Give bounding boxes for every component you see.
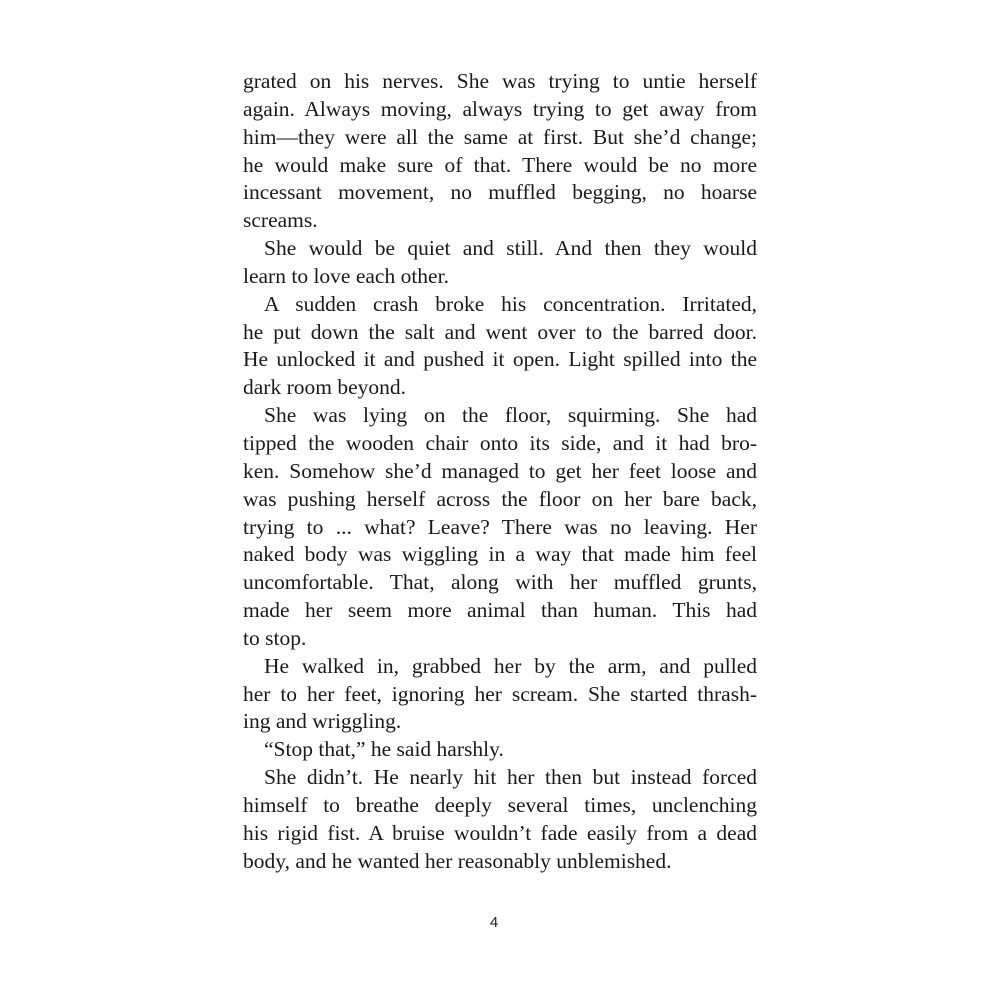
text-line: uncomfortable. That, along with her muffled grunts,	[243, 570, 757, 595]
text-line: screams.	[243, 208, 318, 233]
text-line: was pushing herself across the floor on her bare back,	[243, 486, 757, 511]
text-line: trying to ... what? Leave? There was no leaving. Her	[243, 514, 757, 539]
text-line: ken. Somehow she’d managed to get her feet loose and	[243, 458, 757, 483]
text-line: She would be quiet and still. And then they would	[264, 236, 757, 261]
text-line: he would make sure of that. There would be no more	[243, 152, 757, 177]
text-line: her to her feet, ignoring her scream. She started thrash-	[243, 681, 757, 706]
text-line: again. Always moving, always trying to get away from	[243, 96, 757, 121]
text-line: He walked in, grabbed her by the arm, and pulled	[264, 653, 757, 678]
text-line: body, and he wanted her reasonably unblemished.	[243, 848, 672, 873]
text-line: himself to breathe deeply several times, unclenching	[243, 792, 757, 817]
text-line: his rigid fist. A bruise wouldn’t fade easily from a dead	[243, 820, 757, 845]
text-line: him—they were all the same at first. But she’d change;	[243, 124, 757, 149]
text-line: ing and wriggling.	[243, 709, 402, 734]
text-line: He unlocked it and pushed it open. Light spilled into the	[243, 347, 757, 372]
text-line: tipped the wooden chair onto its side, and it had bro-	[243, 430, 757, 455]
text-line: “Stop that,” he said harshly.	[264, 737, 504, 762]
text-line: She was lying on the floor, squirming. She had	[264, 403, 757, 428]
text-line: naked body was wiggling in a way that made him feel	[243, 542, 757, 567]
text-line: grated on his nerves. She was trying to untie herself	[243, 69, 757, 93]
body-text	[243, 68, 757, 875]
text-line: incessant movement, no muffled begging, no hoarse	[243, 180, 757, 205]
text-line: learn to love each other.	[243, 263, 449, 288]
page-number: 4	[489, 914, 499, 931]
text-line: to stop.	[243, 625, 307, 650]
text-line: dark room beyond.	[243, 375, 407, 400]
text-line: She didn’t. He nearly hit her then but instead forced	[264, 765, 757, 790]
text-line: made her seem more animal than human. This had	[243, 598, 757, 623]
text-line: A sudden crash broke his concentration. Irritated,	[264, 291, 757, 316]
text-line: he put down the salt and went over to the barred door.	[243, 319, 757, 344]
